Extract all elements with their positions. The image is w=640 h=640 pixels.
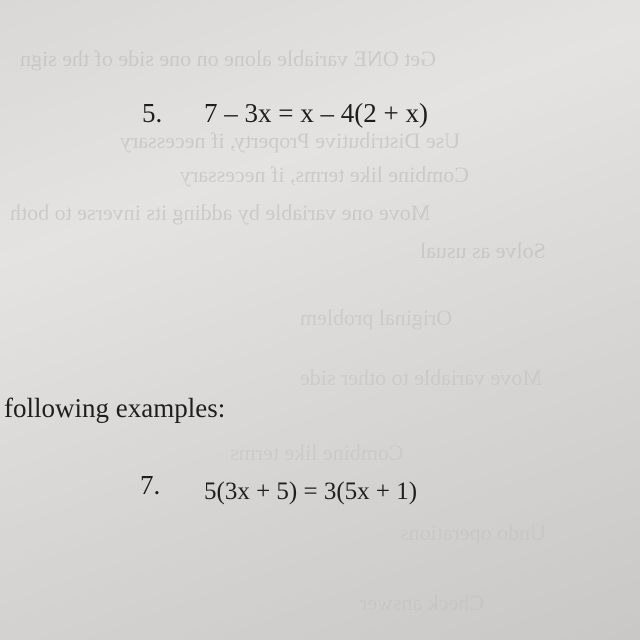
- bleed-through-text: Use Distributive Property, if necessary: [120, 128, 461, 153]
- bleed-through-text: Original problem: [300, 305, 453, 330]
- problem-number: 5.: [142, 98, 163, 128]
- problem-equation: 5(3x + 5) = 3(5x + 1): [204, 478, 418, 505]
- bleed-through-text: Solve as usual: [420, 238, 546, 263]
- section-heading: following examples:: [4, 393, 226, 423]
- problem-number: 7.: [140, 470, 161, 500]
- bleed-through-text: Undo operations: [400, 520, 547, 545]
- bleed-through-text: Move one variable by adding its inverse to both: [10, 200, 431, 225]
- bleed-through-text: Combine like terms: [230, 440, 404, 465]
- bleed-through-text: Get ONE variable alone on one side of the sign: [20, 46, 437, 71]
- bleed-through-text: Check answer: [360, 590, 485, 615]
- bleed-through-text: Move variable to other side: [300, 365, 542, 390]
- bleed-through-text: Combine like terms, if necessary: [180, 162, 469, 187]
- problem-equation: 7 – 3x = x – 4(2 + x): [204, 98, 428, 128]
